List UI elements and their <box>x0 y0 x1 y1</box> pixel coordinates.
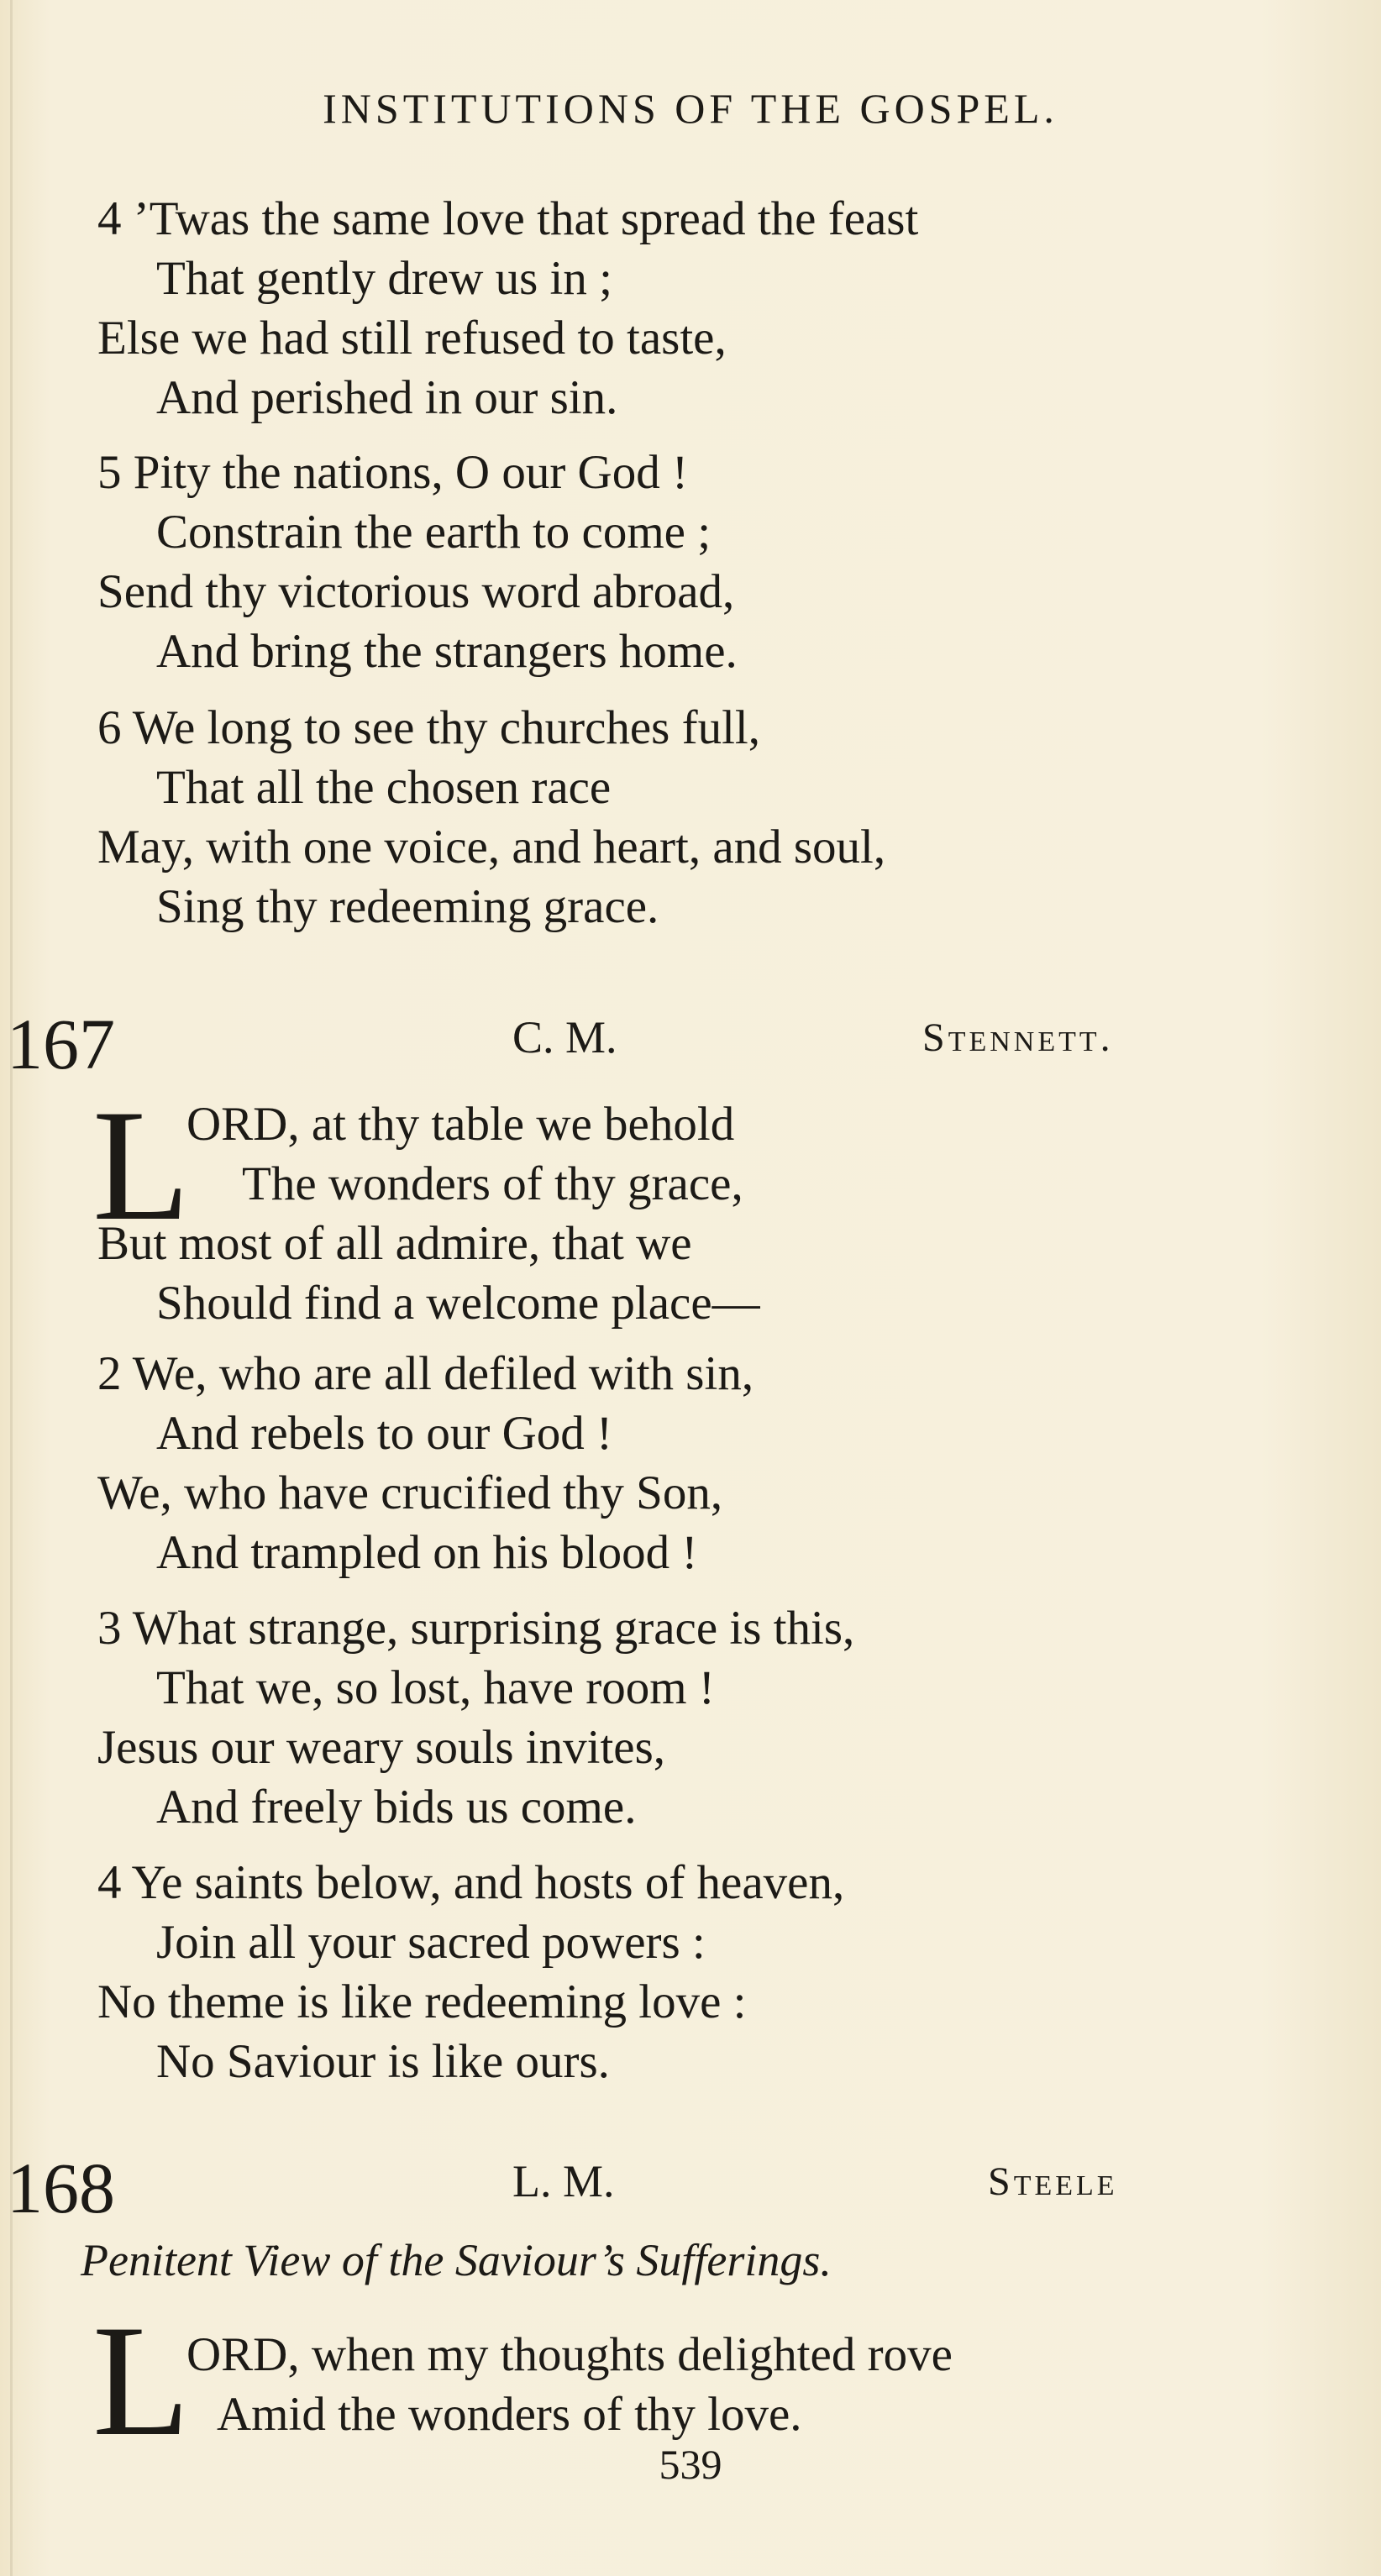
verse-line: 6 We long to see thy churches full, <box>97 701 761 754</box>
verse-line: That gently drew us in ; <box>156 252 612 305</box>
hymn-meter: L. M. <box>512 2156 615 2206</box>
verse-line: Jesus our weary souls invites, <box>97 1721 666 1774</box>
verse-line: And perished in our sin. <box>156 371 618 424</box>
hymn-author: Steele <box>988 2159 1118 2204</box>
verse-line: Constrain the earth to come ; <box>156 506 712 559</box>
verse-line: 3 What strange, surprising grace is this, <box>97 1602 855 1655</box>
verse-line: And trampled on his blood ! <box>156 1526 698 1579</box>
drop-cap: L <box>92 2293 191 2469</box>
verse-line: ORD, when my thoughts delighted rove <box>186 2328 953 2381</box>
verse-line: Else we had still refused to taste, <box>97 312 727 365</box>
drop-cap: L <box>92 1078 191 1254</box>
page-number: 539 <box>659 2441 722 2488</box>
verse-line: Should find a welcome place— <box>156 1277 760 1330</box>
verse-line: And freely bids us come. <box>156 1781 637 1834</box>
hymn-author: Stennett. <box>922 1015 1114 1060</box>
verse-line: But most of all admire, that we <box>97 1217 692 1270</box>
verse-line: 4 Ye saints below, and hosts of heaven, <box>97 1856 845 1909</box>
verse-line: 5 Pity the nations, O our God ! <box>97 446 688 499</box>
verse-line: ORD, at thy table we behold <box>186 1098 735 1151</box>
hymn-meter: C. M. <box>512 1012 617 1062</box>
verse-line: No Saviour is like ours. <box>156 2035 610 2088</box>
verse-line: Sing thy redeeming grace. <box>156 880 659 933</box>
verse-line: No theme is like redeeming love : <box>97 1975 747 2028</box>
hymn-number: 167 <box>7 1004 115 1084</box>
hymn-subtitle: Penitent View of the Saviour’s Sufferings. <box>81 2235 832 2285</box>
verse-line: The wonders of thy grace, <box>242 1157 743 1210</box>
running-head: INSTITUTIONS OF THE GOSPEL. <box>323 85 1058 132</box>
verse-line: Send thy victorious word abroad, <box>97 565 735 618</box>
verse-line: We, who have crucified thy Son, <box>97 1466 723 1519</box>
verse-line: Amid the wonders of thy love. <box>217 2388 802 2441</box>
verse-line: That we, so lost, have room ! <box>156 1661 715 1714</box>
verse-line: And bring the strangers home. <box>156 625 738 678</box>
verse-line: 4 ’Twas the same love that spread the feast <box>97 192 919 245</box>
verse-line: That all the chosen race <box>156 761 612 814</box>
verse-line: And rebels to our God ! <box>156 1407 612 1460</box>
verse-line: 2 We, who are all defiled with sin, <box>97 1347 754 1400</box>
verse-line: May, with one voice, and heart, and soul, <box>97 821 886 874</box>
hymn-number: 168 <box>7 2148 115 2228</box>
verse-line: Join all your sacred powers : <box>156 1916 706 1969</box>
